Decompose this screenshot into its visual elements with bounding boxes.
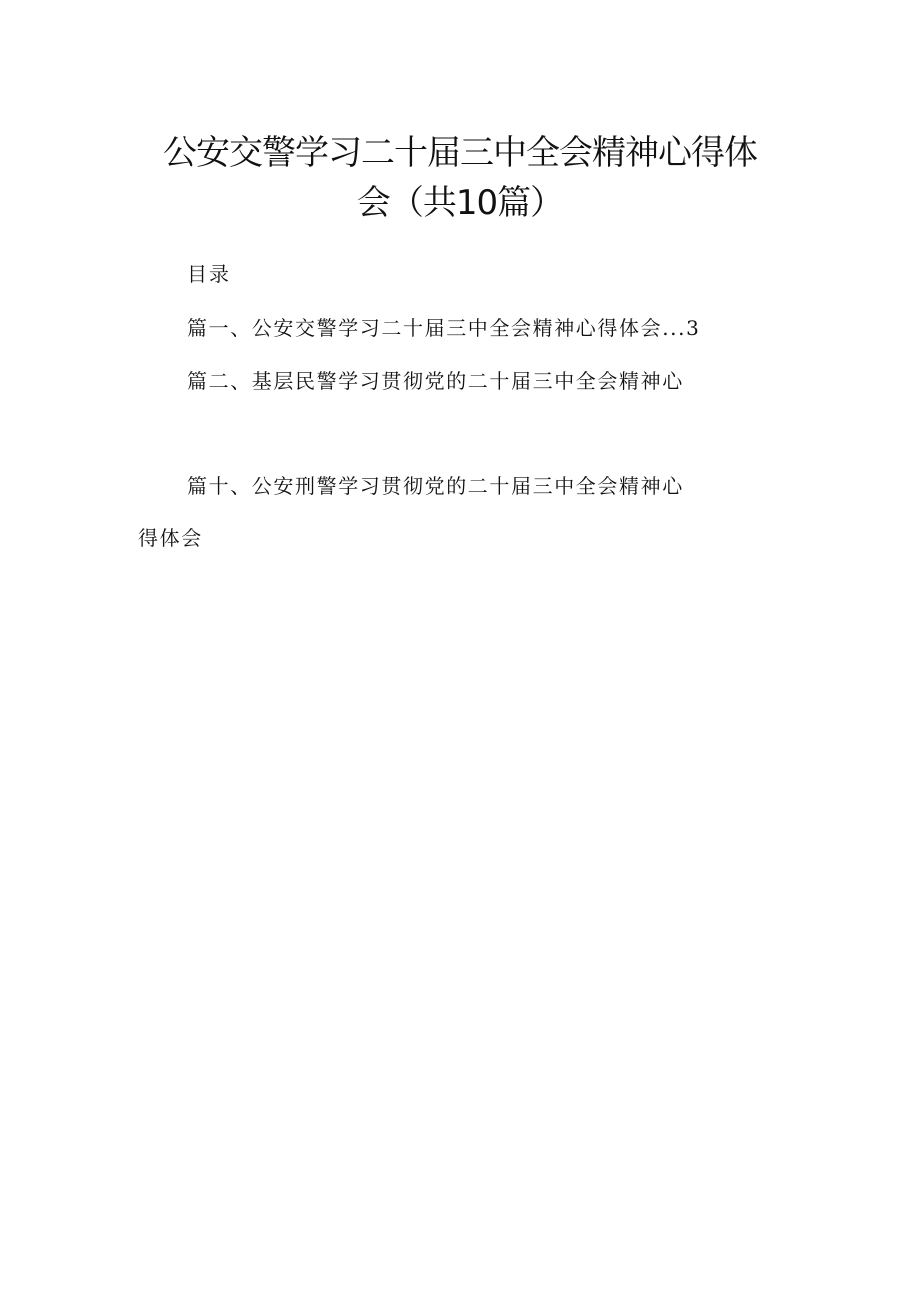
toc-item-10[interactable]: 篇十、公安刑警学习贯彻党的二十届三中全会精神心 <box>187 474 684 498</box>
toc-item-1[interactable]: 篇一、公安交警学习二十届三中全会精神心得体会...3 <box>187 316 701 340</box>
title-line-1: 公安交警学习二十届三中全会精神心得体 <box>163 133 757 173</box>
toc-item-2[interactable]: 篇二、基层民警学习贯彻党的二十届三中全会精神心 <box>187 369 684 393</box>
toc-item-10-continuation[interactable]: 得体会 <box>138 526 203 550</box>
title-line-2: 会（共10篇） <box>356 183 564 223</box>
toc-heading: 目录 <box>187 262 231 286</box>
document-title <box>150 128 770 228</box>
